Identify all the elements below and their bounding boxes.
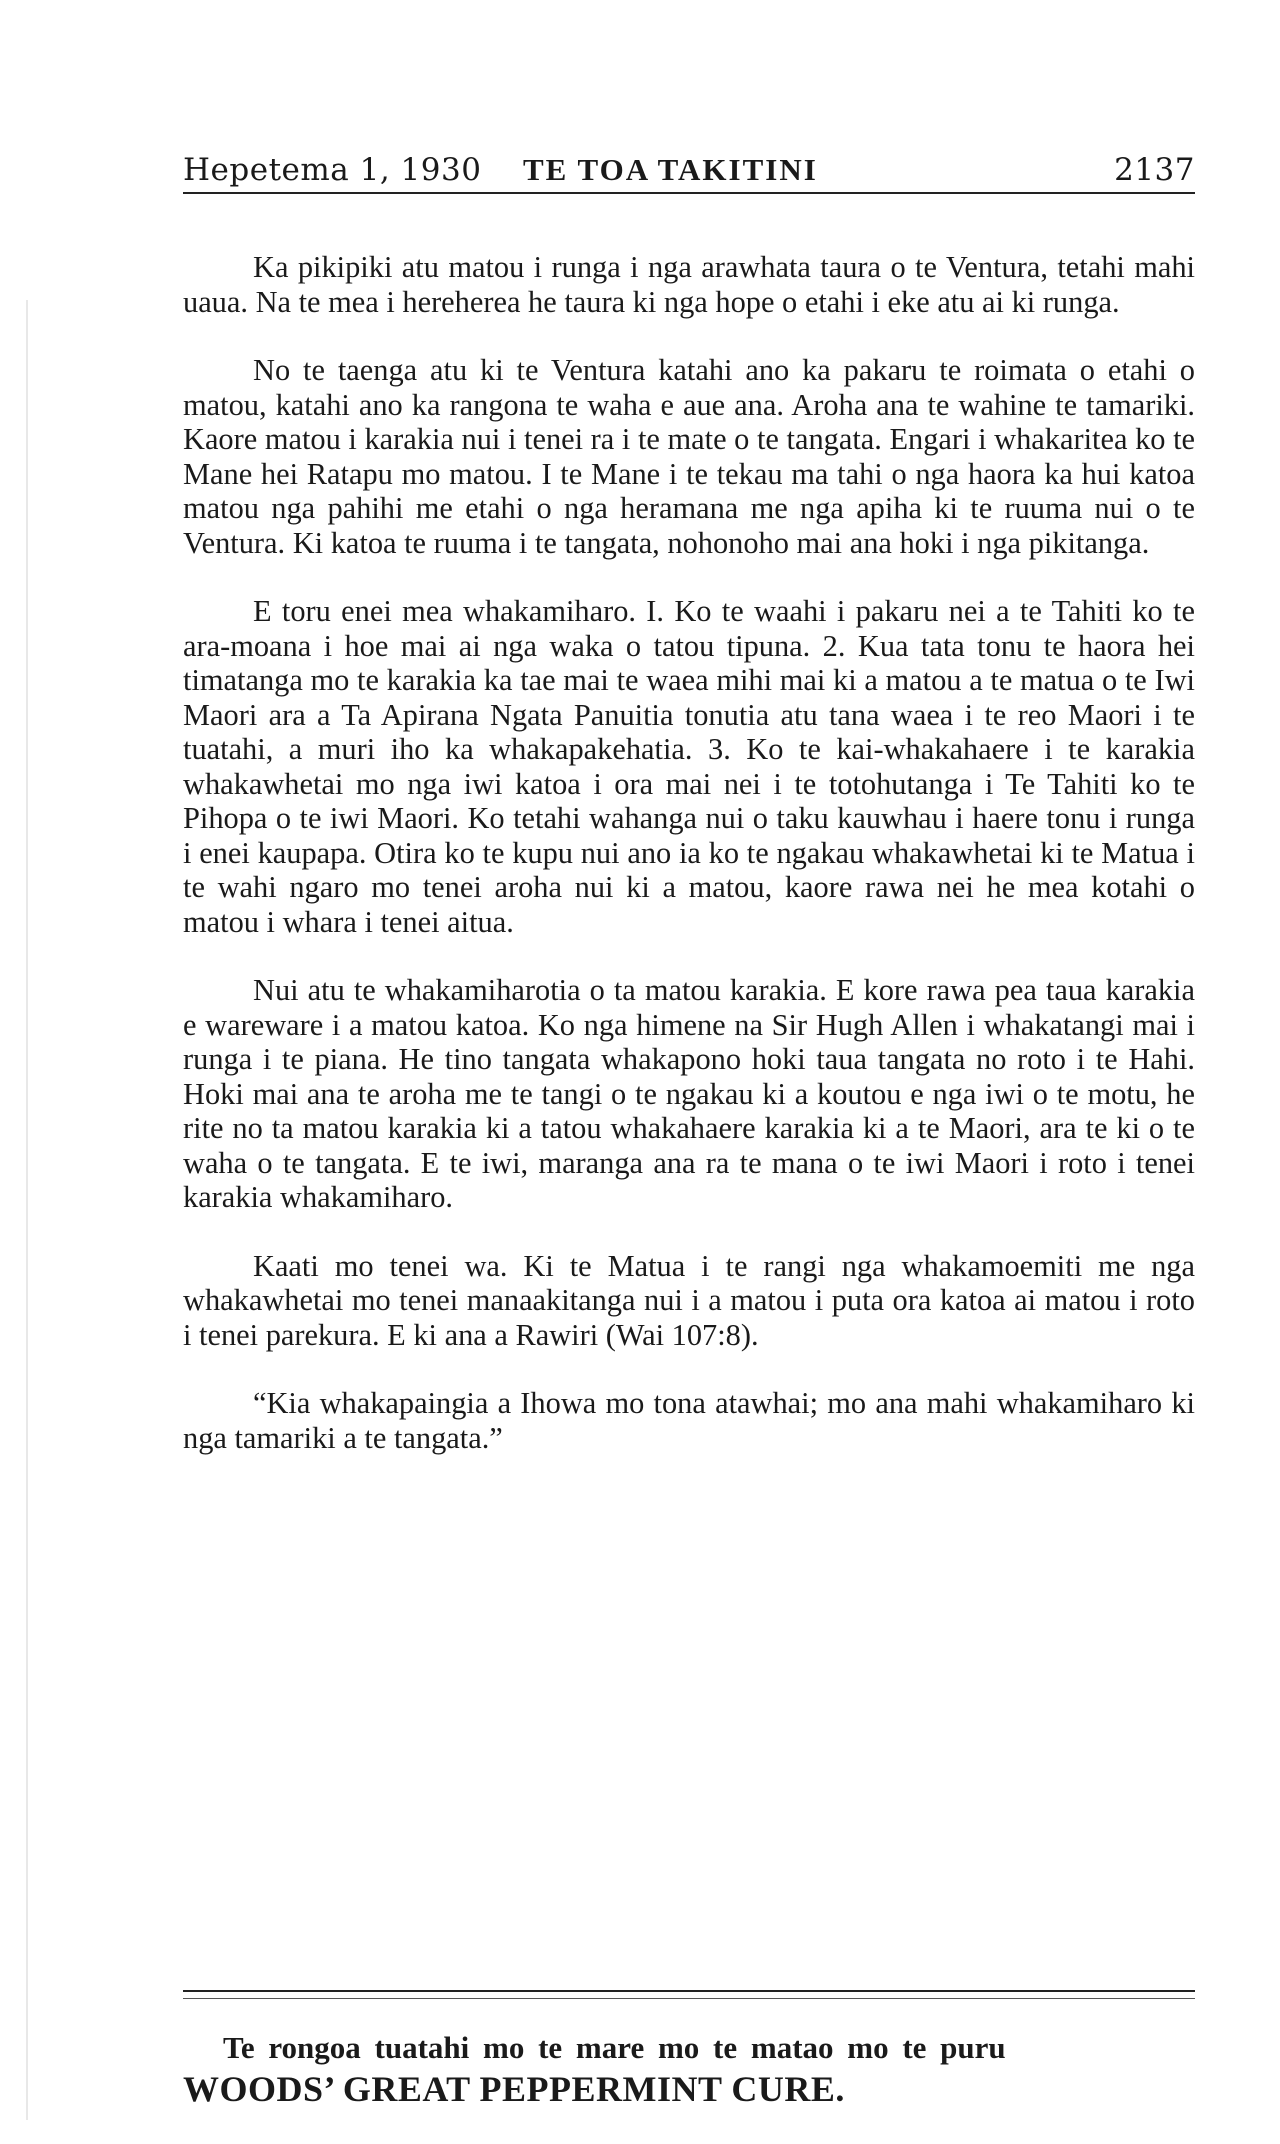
page-edge-shadow xyxy=(26,300,28,2120)
divider-rule xyxy=(183,1990,1195,1992)
paragraph-4: Nui atu te whakamiharotia o ta matou karakia. E kore rawa pea taua karakia e wareware i a matou katoa. Ko nga himene na Sir Hugh Allen i whakatangi mai i runga i te piana. He tino tangata whakapono hoki taua tangata no roto i te Hahi. Hoki mai ana te aroha me te tangi o te ngakau ki a koutou e nga iwi o te motu, he rite no ta matou karakia ki a tatou whakahaere karakia ki a te Maori, ara te ki o te waha o te tangata. E te iwi, maranga ana ra te mana o te iwi Maori i roto i tenei karakia whakamiharo. xyxy=(183,973,1195,1214)
advertisement-tagline: Te rongoa tuatahi mo te mare mo te matao mo te puru xyxy=(223,2030,1006,2065)
advertisement xyxy=(183,2030,1195,2110)
page-header xyxy=(183,148,1195,194)
divider-rule-thin xyxy=(183,1998,1195,1999)
paragraph-3: E toru enei mea whakamiharo. I. Ko te waahi i pakaru nei a te Tahiti ko te ara-moana i hoe mai ai nga waka o tatou tipuna. 2. Kua tata tonu te haora hei timatanga mo te karakia ka tae mai te waea mihi mai ki a matou a te matua o te Iwi Maori ara a Ta Apirana Ngata Panuitia tonutia atu tana waea i te reo Maori i te tuatahi, a muri iho ka whakapakehatia. 3. Ko te kai-whakahaere i te karakia whakawhetai mo nga iwi katoa i ora mai nei i te totohutanga i Te Tahiti ko te Pihopa o te iwi Maori. Ko tetahi wahanga nui o taku kauwhau i haere tonu i runga i enei kaupapa. Otira ko te kupu nui ano ia ko te ngakau whakawhetai ki te Matua i te wahi ngaro mo tenei aroha nui ki a matou, kaore rawa nei he mea kotahi o matou i whara i tenei aitua. xyxy=(183,594,1195,939)
article-body xyxy=(183,250,1195,1489)
publication-title: TE TOA TAKITINI xyxy=(523,152,818,187)
scripture-quote: “Kia whakapaingia a Ihowa mo tona atawhai; mo ana mahi whakamiharo ki nga tamariki a te tangata.” xyxy=(183,1386,1195,1455)
advertisement-product: WOODS’ GREAT PEPPERMINT CURE. xyxy=(183,2069,845,2109)
paragraph-2: No te taenga atu ki te Ventura katahi ano ka pakaru te roimata o etahi o matou, katahi ano ka rangona te waha e aue ana. Aroha ana te wahine te tamariki. Kaore matou i karakia nui i tenei ra i te mate o te tangata. Engari i whakaritea ko te Mane hei Ratapu mo matou. I te Mane i te tekau ma tahi o nga haora ka hui katoa matou nga pahihi me etahi o nga heramana me nga apiha ki te ruuma nui o te Ventura. Ki katoa te ruuma i te tangata, nohonoho mai ana hoki i nga pikitanga. xyxy=(183,353,1195,560)
paragraph-1: Ka pikipiki atu matou i runga i nga arawhata taura o te Ventura, tetahi mahi uaua. Na te mea i hereherea he taura ki nga hope o etahi i eke atu ai ki runga. xyxy=(183,250,1195,319)
page-number: 2137 xyxy=(1114,152,1195,188)
header-date: Hepetema 1, 1930 xyxy=(183,152,482,188)
paragraph-5: Kaati mo tenei wa. Ki te Matua i te rangi nga whakamoemiti me nga whakawhetai mo tenei manaakitanga nui i a matou i puta ora katoa ai matou i roto i tenei parekura. E ki ana a Rawiri (Wai 107:8). xyxy=(183,1248,1195,1352)
